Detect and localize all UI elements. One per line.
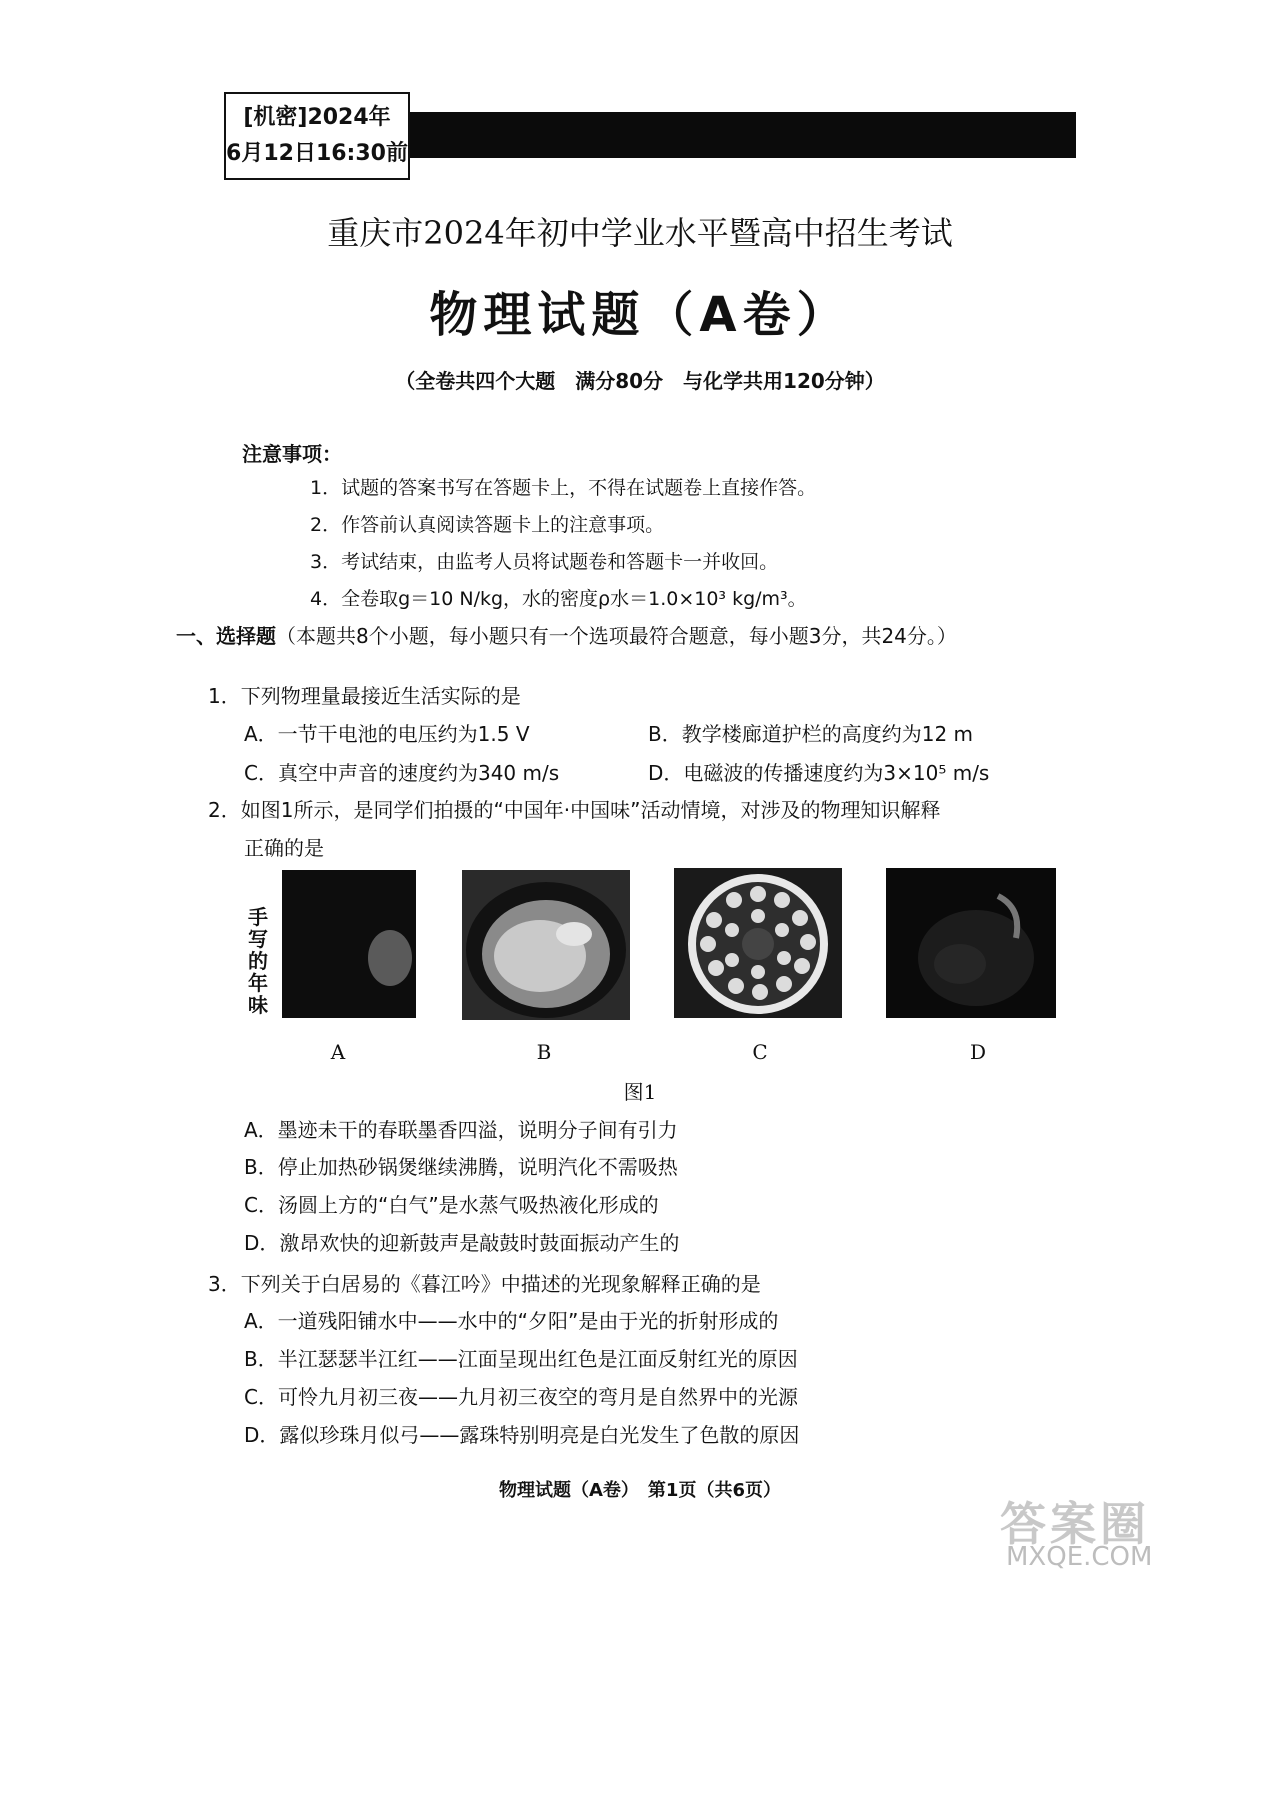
question-2-option-b: B．停止加热砂锅煲继续沸腾，说明汽化不需吸热 <box>244 1155 678 1179</box>
question-1-option-b: B．教学楼廊道护栏的高度约为12 m <box>648 722 974 746</box>
question-2-stem-line-2: 正确的是 <box>244 836 324 860</box>
section-title: 一、选择题 <box>176 624 276 648</box>
figure-label-a: A <box>330 1040 346 1064</box>
photo-c-tangyuan-bowl-image <box>674 868 842 1018</box>
exam-title: 重庆市2024年初中学业水平暨高中招生考试 <box>327 214 953 252</box>
question-3-option-d: D．露似珍珠月似弓——露珠特别明亮是白光发生了色散的原因 <box>244 1423 800 1447</box>
question-2-stem-line-1: 2．如图1所示，是同学们拍摄的“中国年·中国味”活动情境，对涉及的物理知识解释 <box>208 798 941 822</box>
figure-photo-c <box>674 868 842 1018</box>
notice-item: 2．作答前认真阅读答题卡上的注意事项。 <box>310 514 665 536</box>
figure-label-b: B <box>536 1040 552 1064</box>
figure-caption: 图1 <box>623 1080 657 1104</box>
question-2-option-c: C．汤圆上方的“白气”是水蒸气吸热液化形成的 <box>244 1193 659 1217</box>
page-footer: 物理试题（A卷） 第1页（共6页） <box>499 1480 781 1501</box>
photo-b-claypot-image <box>462 870 630 1020</box>
question-2-option-a: A．墨迹未干的春联墨香四溢，说明分子间有引力 <box>244 1118 678 1142</box>
photo-d-drum-image <box>886 868 1056 1018</box>
question-1-option-c: C．真空中声音的速度约为340 m/s <box>244 761 560 785</box>
question-2-option-d: D．激昂欢快的迎新鼓声是敲鼓时鼓面振动产生的 <box>244 1231 680 1255</box>
notice-item: 3．考试结束，由监考人员将试题卷和答题卡一并收回。 <box>310 551 779 573</box>
exam-note: （全卷共四个大题 满分80分 与化学共用120分钟） <box>395 369 885 393</box>
photo-a-calligraphy: 手写的年味 <box>248 905 268 1017</box>
confidential-line-2: 6月12日16:30前 <box>226 141 408 166</box>
notice-heading: 注意事项： <box>242 442 342 466</box>
question-1-option-d: D．电磁波的传播速度约为3×10⁵ m/s <box>648 761 990 785</box>
question-1-stem: 1．下列物理量最接近生活实际的是 <box>208 684 521 708</box>
figure-label-d: D <box>969 1040 987 1064</box>
watermark-logo: 答案圈 <box>1000 1497 1150 1551</box>
subject-title: 物理试题（A卷） <box>429 287 851 343</box>
confidential-line-1: [机密]2024年 <box>243 105 391 130</box>
section-heading <box>176 620 957 649</box>
confidential-stamp <box>224 92 410 180</box>
header-black-bar <box>410 112 1076 158</box>
notice-list <box>310 470 816 618</box>
figure-label-c: C <box>752 1040 768 1064</box>
question-1-option-a: A．一节干电池的电压约为1.5 V <box>244 722 530 746</box>
figure-photo-a <box>246 870 416 1018</box>
question-3-option-b: B．半江瑟瑟半江红——江面呈现出红色是江面反射红光的原因 <box>244 1347 798 1371</box>
section-description: （本题共8个小题，每小题只有一个选项最符合题意，每小题3分，共24分。） <box>276 624 957 648</box>
photo-a-hand-shape <box>368 930 412 986</box>
question-3-option-c: C．可怜九月初三夜——九月初三夜空的弯月是自然界中的光源 <box>244 1385 798 1409</box>
notice-item: 4．全卷取g＝10 N/kg，水的密度ρ水＝1.0×10³ kg/m³。 <box>310 588 807 610</box>
watermark-url: MXQE.COM <box>1006 1542 1153 1572</box>
notice-item: 1．试题的答案书写在答题卡上，不得在试题卷上直接作答。 <box>310 477 817 499</box>
figure-photo-d <box>886 868 1056 1018</box>
question-3-stem: 3．下列关于白居易的《暮江吟》中描述的光现象解释正确的是 <box>208 1272 761 1296</box>
question-3-option-a: A．一道残阳铺水中——水中的“夕阳”是由于光的折射形成的 <box>244 1309 779 1333</box>
figure-photo-b <box>462 870 630 1020</box>
